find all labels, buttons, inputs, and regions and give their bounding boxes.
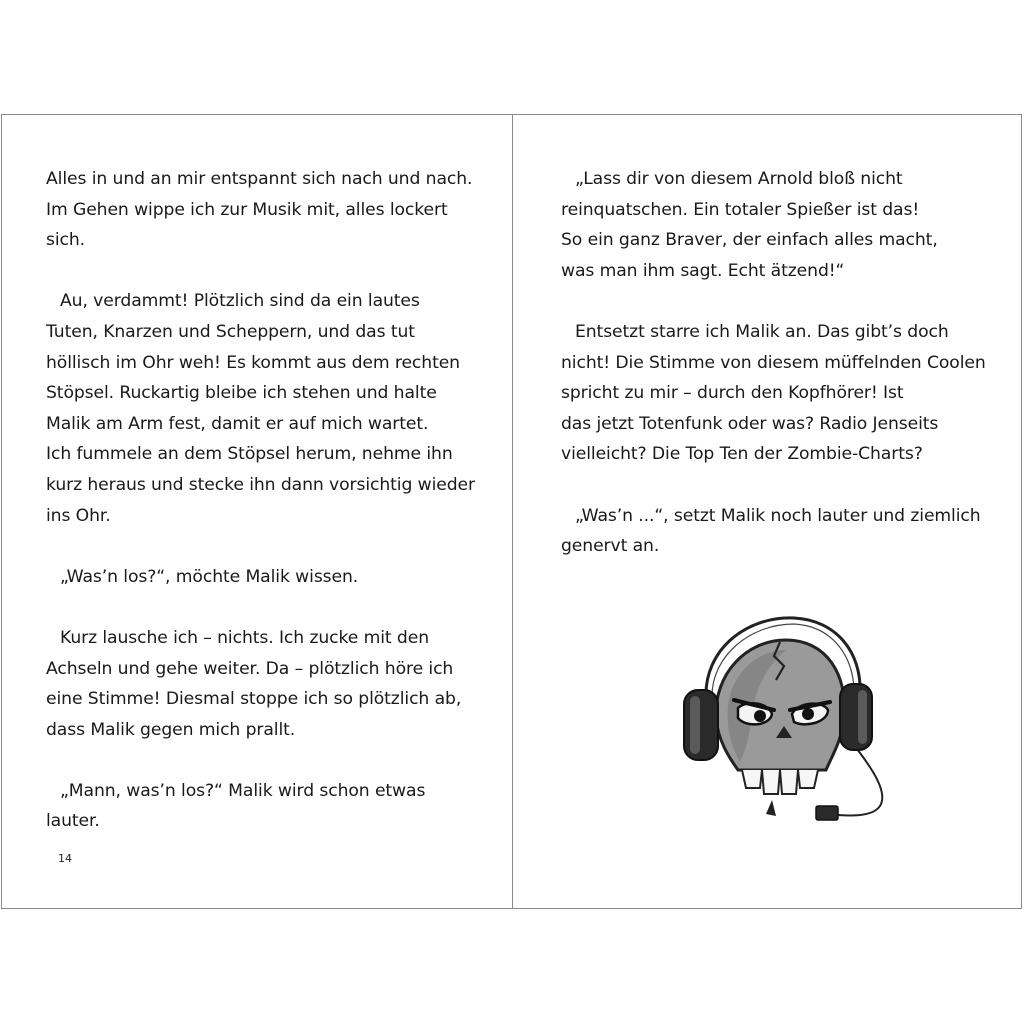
- text-line: höllisch im Ohr weh! Es kommt aus dem rechten: [46, 352, 460, 373]
- text-line: nicht! Die Stimme von diesem müffelnden Coolen: [561, 352, 986, 373]
- text-line: Stöpsel. Ruckartig bleibe ich stehen und halte: [46, 383, 437, 404]
- text-line: „Lass dir von diesem Arnold bloß nicht: [575, 169, 903, 189]
- text-line: Kurz lausche ich – nichts. Ich zucke mit den: [60, 627, 429, 648]
- skull-headphones-illustration: [676, 610, 892, 836]
- text-line: „Was’n ...“, setzt Malik noch lauter und ziemlich: [575, 505, 981, 526]
- text-line: dass Malik gegen mich prallt.: [46, 719, 296, 740]
- text-line: spricht zu mir – durch den Kopfhörer! Ist: [561, 383, 904, 404]
- text-line: lauter.: [46, 811, 100, 832]
- text-line: das jetzt Totenfunk oder was? Radio Jenseits: [561, 413, 939, 434]
- paragraph: [46, 164, 486, 256]
- paragraph: [561, 501, 1001, 562]
- paragraph: [561, 164, 1001, 286]
- text-line: sich.: [46, 230, 86, 251]
- text-line: was man ihm sagt. Echt ätzend!“: [561, 260, 845, 281]
- paragraph: [46, 562, 486, 593]
- text-line: Achseln und gehe weiter. Da – plötzlich höre ich: [46, 658, 454, 679]
- text-line: kurz heraus und stecke ihn dann vorsichtig wieder: [46, 474, 475, 495]
- text-line: Malik am Arm fest, damit er auf mich wartet.: [46, 413, 429, 434]
- paragraph: [46, 776, 486, 837]
- text-line: Ich fummele an dem Stöpsel herum, nehme ihn: [46, 444, 453, 465]
- right-page: [561, 164, 1001, 592]
- text-line: ins Ohr.: [46, 505, 111, 526]
- text-line: reinquatschen. Ein totaler Spießer ist das!: [561, 199, 920, 220]
- text-line: Alles in und an mir entspannt sich nach und nach.: [46, 169, 473, 189]
- text-line: „Mann, was’n los?“ Malik wird schon etwas: [60, 780, 426, 801]
- text-line: So ein ganz Braver, der einfach alles macht,: [561, 230, 938, 251]
- text-line: vielleicht? Die Top Ten der Zombie-Charts?: [561, 444, 923, 465]
- text-line: Im Gehen wippe ich zur Musik mit, alles lockert: [46, 199, 448, 220]
- page-number: 14: [58, 852, 72, 865]
- paragraph: [561, 317, 1001, 470]
- text-line: Entsetzt starre ich Malik an. Das gibt’s doch: [575, 321, 949, 342]
- text-line: Tuten, Knarzen und Scheppern, und das tut: [46, 321, 415, 342]
- text-line: genervt an.: [561, 536, 660, 557]
- text-line: eine Stimme! Diesmal stoppe ich so plötzlich ab,: [46, 689, 462, 710]
- paragraph: [46, 286, 486, 531]
- left-page: [46, 164, 486, 868]
- text-line: Au, verdammt! Plötzlich sind da ein lautes: [60, 291, 420, 312]
- page-gutter: [512, 114, 513, 909]
- text-line: „Was’n los?“, möchte Malik wissen.: [60, 566, 359, 587]
- paragraph: [46, 623, 486, 745]
